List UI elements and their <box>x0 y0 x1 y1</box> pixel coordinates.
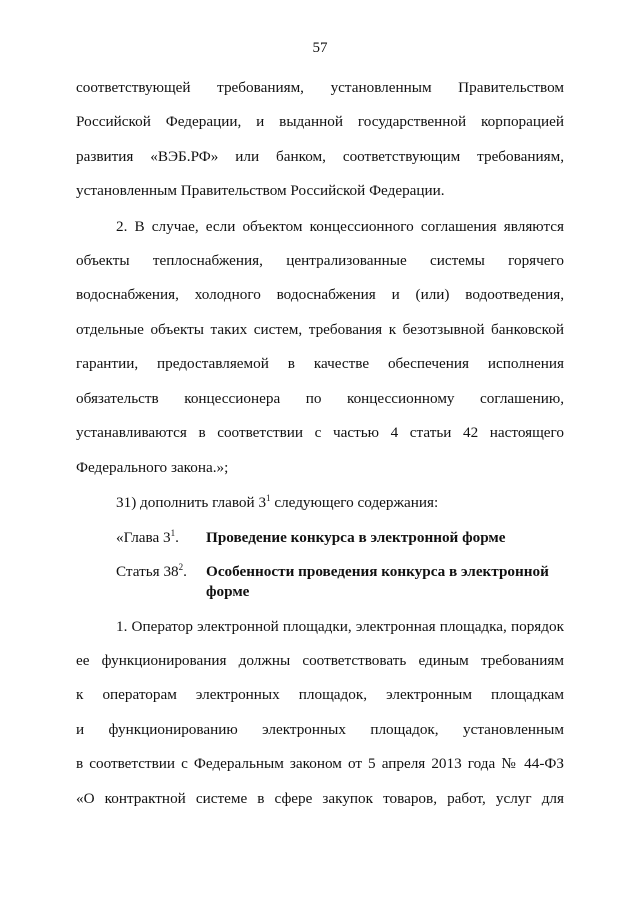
text-line: гарантии, предоставляемой в качестве обеспечения исполнения <box>76 355 564 372</box>
text-line: установленным Правительством Российской Федерации. <box>76 182 445 199</box>
article-title: Особенности проведения конкурса в электронной форме <box>206 563 549 600</box>
text-line: устанавливаются в соответствии с частью 4 статьи 42 настоящего <box>76 424 564 441</box>
chapter-title: Проведение конкурса в электронной форме <box>206 529 506 546</box>
amendment-item <box>116 493 564 513</box>
text-line: соответствующей требованиям, установленным Правительством <box>76 79 564 96</box>
text-line: 2. В случае, если объектом концессионного соглашения являются <box>116 218 564 235</box>
article-label-tail: . <box>183 563 187 580</box>
article-label-text: Статья 38 <box>116 563 179 580</box>
text-line: объекты теплоснабжения, централизованные системы горячего <box>76 252 564 269</box>
text-line: ее функционирования должны соответствовать единым требованиям <box>76 652 564 669</box>
text-line: «О контрактной системе в сфере закупок товаров, работ, услуг для <box>76 790 564 807</box>
text-line: в соответствии с Федеральным законом от 5 апреля 2013 года № 44-ФЗ <box>76 755 564 772</box>
text-line: и функционированию электронных площадок, установленным <box>76 721 564 738</box>
text-line: 1. Оператор электронной площадки, электронная площадка, порядок <box>116 618 564 635</box>
text-line: водоснабжения, холодного водоснабжения и (или) водоотведения, <box>76 286 564 303</box>
chapter-label-tail: . <box>175 529 179 546</box>
text-line: к операторам электронных площадок, электронным площадкам <box>76 686 564 703</box>
text-line: обязательств концессионера по концессионному соглашению, <box>76 390 564 407</box>
item-text: 31) дополнить главой 3 <box>116 494 267 511</box>
item-superscript: 1 <box>266 493 271 503</box>
text-line: Федерального закона.»; <box>76 459 229 476</box>
text-line: развития «ВЭБ.РФ» или банком, соответствующим требованиям, <box>76 148 564 165</box>
chapter-superscript: 1 <box>170 528 176 538</box>
article-label <box>116 562 187 582</box>
text-line: отдельные объекты таких систем, требования к безотзывной банковской <box>76 321 564 338</box>
chapter-label-text: «Глава 3 <box>116 529 171 546</box>
text-line: Российской Федерации, и выданной государственной корпорацией <box>76 113 564 130</box>
chapter-label <box>116 528 179 548</box>
item-tail: следующего содержания: <box>270 494 439 511</box>
article-superscript: 2 <box>178 562 184 572</box>
page-number: 57 <box>312 40 328 56</box>
